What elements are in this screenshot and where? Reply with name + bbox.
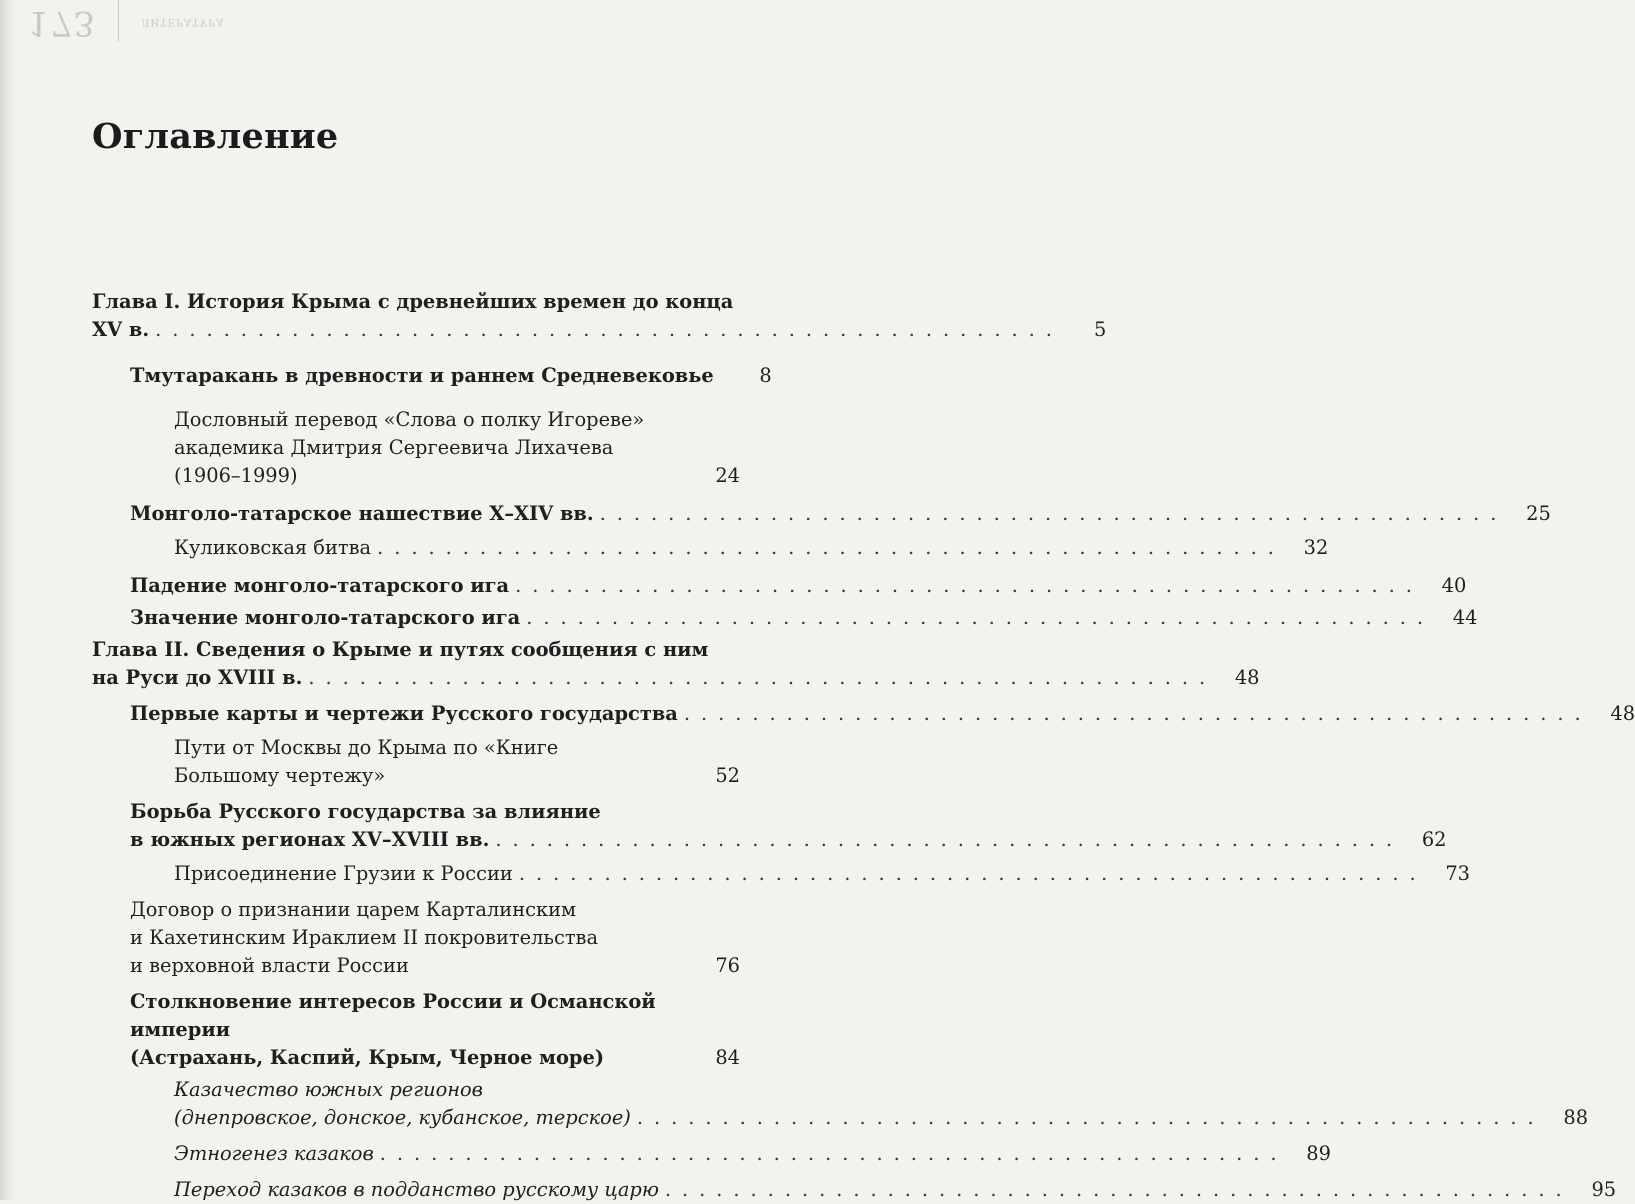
- table-of-contents: [92, 284, 1635, 1204]
- toc-leader-dots: . . . . . . . . . . . . . . . . . . . . . . . . . . . . . . . . . . . . . . . . . . . . . . . . . . . . .: [518, 862, 1419, 885]
- toc-entry-text-line: Присоединение Грузии к России: [174, 862, 513, 885]
- toc-entry-text-line: Переход казаков в подданство русскому царю: [174, 1178, 659, 1201]
- toc-page-number: 73: [1445, 862, 1471, 885]
- toc-entry-chapter-1[interactable]: [92, 288, 1107, 344]
- toc-entry-text-line: Большому чертежу»: [174, 764, 386, 787]
- toc-entry-text-line: Борьба Русского государства за влияние: [130, 800, 601, 823]
- page-edge-shadow: [0, 0, 14, 1200]
- toc-page-number: 8: [759, 364, 772, 387]
- toc-entry-text-line: Куликовская битва: [174, 536, 372, 559]
- toc-entry-treaty-kartli[interactable]: [130, 896, 740, 980]
- toc-entry-tmutarakan[interactable]: [130, 362, 772, 390]
- toc-entry-cossack-allegiance[interactable]: [174, 1176, 1617, 1204]
- toc-entry-text-line: Этногенез казаков: [174, 1142, 374, 1165]
- toc-entry-text-line: Договор о признании царем Карталинским: [130, 898, 577, 921]
- toc-page-number: 76: [715, 954, 740, 977]
- toc-page-number: 84: [715, 1046, 740, 1069]
- toc-entry-text-line: Казачество южных регионов: [174, 1078, 483, 1101]
- toc-entry-kulikovo[interactable]: [174, 534, 1329, 562]
- toc-entry-text-line: Монголо-татарское нашествие X–XIV вв.: [130, 502, 594, 525]
- toc-page-number: 32: [1303, 536, 1329, 559]
- toc-entry-yoke-significance[interactable]: [130, 604, 1478, 632]
- toc-entry-text-line: на Руси до XVIII в.: [92, 666, 303, 689]
- toc-entry-text-line: Дословный перевод «Слова о полку Игореве»: [174, 408, 645, 431]
- toc-entry-text-line: Первые карты и чертежи Русского государства: [130, 702, 678, 725]
- toc-entry-text-line: и Кахетинским Ираклием II покровительства: [130, 926, 599, 949]
- running-header: [28, 3, 225, 43]
- toc-page-number: 5: [1093, 318, 1107, 341]
- toc-entry-text-line: Столкновение интересов России и Османской империи: [130, 990, 656, 1041]
- toc-page-number: 44: [1452, 606, 1478, 629]
- toc-entry-russia-ottoman-clash[interactable]: [130, 988, 740, 1072]
- toc-entry-text-line: (1906–1999): [174, 464, 298, 487]
- mirrored-section-title: ЛИТЕРАТУРА: [140, 16, 225, 27]
- toc-page-number: 24: [715, 464, 740, 487]
- toc-entry-text-line: (днепровское, донское, кубанское, терское): [174, 1106, 631, 1129]
- header-divider: [118, 0, 119, 42]
- toc-page-number: 40: [1441, 574, 1467, 597]
- toc-leader-dots: . . . . . . . . . . . . . . . . . . . . . . . . . . . . . . . . . . . . . . . . . . . . . . . . . . . . .: [664, 1178, 1565, 1201]
- toc-entry-text-line: академика Дмитрия Сергеевича Лихачева: [174, 436, 614, 459]
- toc-entry-slovo-translation[interactable]: [174, 406, 740, 490]
- toc-entry-text-line: Пути от Москвы до Крыма по «Книге: [174, 736, 559, 759]
- toc-entry-fall-of-yoke[interactable]: [130, 572, 1467, 600]
- toc-entry-southern-cossacks[interactable]: [174, 1076, 1589, 1132]
- toc-entry-mongol-invasion[interactable]: [130, 500, 1551, 528]
- toc-leader-dots: . . . . . . . . . . . . . . . . . . . . . . . . . . . . . . . . . . . . . . . . . . . . . . . . . . . . .: [379, 1142, 1279, 1165]
- toc-entry-chapter-2[interactable]: [92, 636, 1260, 692]
- toc-page-number: 88: [1563, 1106, 1589, 1129]
- toc-entry-struggle-for-influence[interactable]: [130, 798, 1447, 854]
- toc-page-number: 25: [1526, 502, 1551, 525]
- toc-page-number: 48: [1234, 666, 1260, 689]
- toc-entry-text-line: Тмутаракань в древности и раннем Средневековье: [130, 364, 714, 387]
- toc-entry-text-line: Глава II. Сведения о Крыме и путях сообщения с ним: [92, 638, 709, 661]
- toc-leader-dots: . . . . . . . . . . . . . . . . . . . . . . . . . . . . . . . . . . . . . . . . . . . . . . . . . . . . .: [155, 318, 1055, 341]
- toc-page-number: 89: [1306, 1142, 1331, 1165]
- toc-entry-text-line: Значение монголо-татарского ига: [130, 606, 521, 629]
- toc-entry-text-line: и верховной власти России: [130, 954, 409, 977]
- toc-leader-dots: . . . . . . . . . . . . . . . . . . . . . . . . . . . . . . . . . . . . . . . . . . . . . . . . . . . . .: [599, 502, 1499, 525]
- toc-entry-text-line: в южных регионах XV–XVIII вв.: [130, 828, 490, 851]
- page-title: Оглавление: [92, 116, 339, 157]
- toc-entry-routes-moscow-crimea[interactable]: [174, 734, 740, 790]
- toc-entry-cossack-ethnogenesis[interactable]: [174, 1140, 1331, 1168]
- toc-entry-text-line: Глава I. История Крыма с древнейших времен до конца: [92, 290, 734, 313]
- toc-page-number: 95: [1591, 1178, 1617, 1201]
- toc-page-number: 48: [1610, 702, 1635, 725]
- toc-leader-dots: . . . . . . . . . . . . . . . . . . . . . . . . . . . . . . . . . . . . . . . . . . . . . . . . . . . . .: [526, 606, 1426, 629]
- toc-entry-text-line: XV в.: [92, 318, 150, 341]
- toc-entry-text-line: Падение монголо-татарского ига: [130, 574, 510, 597]
- toc-leader-dots: . . . . . . . . . . . . . . . . . . . . . . . . . . . . . . . . . . . . . . . . . . . . . . . . . . . . .: [636, 1106, 1537, 1129]
- toc-leader-dots: . . . . . . . . . . . . . . . . . . . . . . . . . . . . . . . . . . . . . . . . . . . . . . . . . . . . .: [377, 536, 1277, 559]
- toc-leader-dots: . . . . . . . . . . . . . . . . . . . . . . . . . . . . . . . . . . . . . . . . . . . . . . . . . . . . .: [308, 666, 1208, 689]
- mirrored-page-number: 173: [28, 3, 96, 43]
- toc-leader-dots: . . . . . . . . . . . . . . . . . . . . . . . . . . . . . . . . . . . . . . . . . . . . . . . . . . . . .: [495, 828, 1395, 851]
- toc-leader-dots: . . . . . . . . . . . . . . . . . . . . . . . . . . . . . . . . . . . . . . . . . . . . . . . . . . . . .: [683, 702, 1584, 725]
- toc-entry-text-line: (Астрахань, Каспий, Крым, Черное море): [130, 1046, 605, 1069]
- toc-entry-first-maps[interactable]: [130, 700, 1635, 728]
- toc-page-number: 52: [715, 764, 740, 787]
- toc-page-number: 62: [1421, 828, 1447, 851]
- toc-leader-dots: . . . . . . . . . . . . . . . . . . . . . . . . . . . . . . . . . . . . . . . . . . . . . . . . . . . . .: [515, 574, 1415, 597]
- toc-entry-georgia-annexation[interactable]: [174, 860, 1471, 888]
